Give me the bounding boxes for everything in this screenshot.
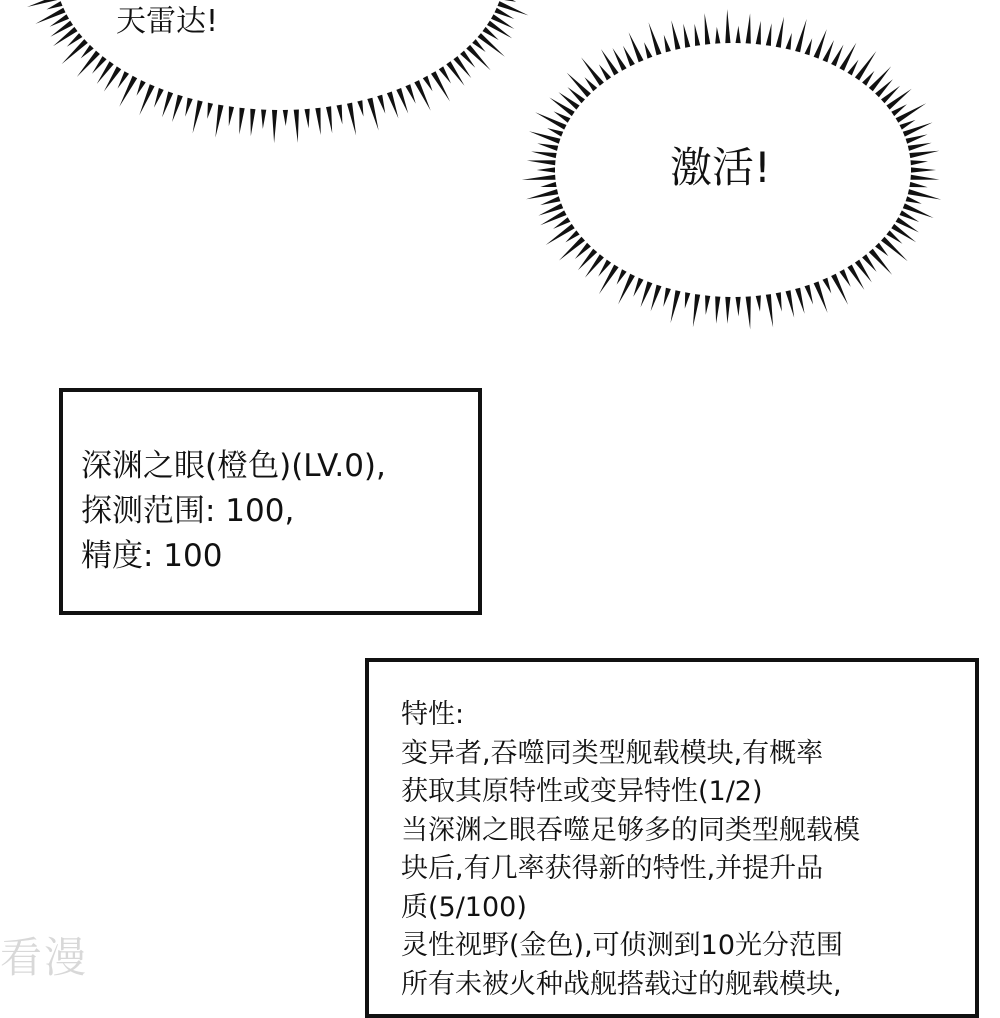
burst-spike — [272, 110, 277, 143]
burst-spike — [862, 71, 874, 86]
burst-spike — [776, 292, 782, 311]
traits-line: 特性: — [401, 699, 465, 730]
burst-spike — [814, 281, 828, 313]
burst-spike — [847, 60, 858, 76]
traits-line: 当深渊之眼吞噬足够多的同类型舰载模 — [401, 814, 860, 846]
burst-spike — [172, 95, 183, 122]
burst-spike — [766, 294, 773, 327]
traits-line: 块后,有几率获得新的特性,并提升品 — [401, 853, 824, 884]
burst-spike — [795, 19, 807, 52]
burst-spike — [911, 175, 940, 180]
watermark-logo: 看漫 — [0, 933, 89, 982]
burst-spike — [598, 260, 611, 277]
burst-spike — [547, 128, 563, 137]
burst-spike — [823, 40, 835, 62]
burst-spike — [776, 17, 784, 48]
burst-spike — [881, 237, 908, 262]
burst-spike — [900, 120, 916, 130]
burst-spike — [405, 84, 415, 103]
burst-spike — [908, 189, 941, 200]
burst-spike — [599, 265, 619, 295]
burst-spike — [649, 22, 662, 55]
burst-spike — [683, 24, 690, 48]
burst-spike — [715, 27, 720, 44]
burst-spike — [756, 295, 761, 311]
burst-spike — [715, 296, 720, 323]
item-info-box — [59, 388, 482, 615]
burst-spike — [736, 297, 741, 317]
burst-spike — [367, 98, 378, 131]
burst-spike — [531, 152, 557, 159]
burst-spike — [746, 13, 751, 43]
burst-spike — [193, 100, 203, 133]
burst-spike — [347, 103, 356, 136]
info-line: 探测范围: 100, — [81, 493, 295, 529]
burst-spike — [641, 281, 653, 307]
burst-spike — [886, 89, 911, 110]
burst-spike — [62, 39, 88, 64]
burst-spike — [875, 243, 888, 256]
burst-spike — [695, 24, 701, 46]
burst-spike — [585, 77, 598, 91]
burst-bubble-1-outline — [24, 0, 536, 143]
burst-spike — [357, 100, 363, 116]
traits-line: 获取其原特性或变异特性(1/2) — [401, 776, 763, 807]
burst-spike — [766, 23, 772, 46]
burst-spike — [855, 51, 877, 80]
burst-spike — [869, 66, 891, 91]
burst-spike — [613, 48, 627, 71]
burst-spike — [239, 108, 244, 135]
burst-spike — [118, 71, 130, 88]
burst-spike — [909, 182, 927, 187]
burst-spike — [207, 103, 213, 119]
burst-spike — [229, 106, 234, 126]
burst-spike — [487, 21, 512, 39]
burst-spike — [537, 167, 555, 172]
burst-spike — [500, 0, 516, 2]
burst-spike — [896, 103, 927, 123]
burst-spike — [909, 151, 939, 158]
burst-spike — [869, 249, 892, 275]
burst-spike — [906, 196, 922, 204]
burst-spike — [911, 160, 929, 165]
traits-line: 灵性视野(金色),可侦测到10光分范围 — [401, 930, 844, 961]
burst-spike — [377, 95, 385, 114]
burst-spike — [795, 288, 805, 314]
burst-spike — [736, 26, 741, 43]
traits-info-box — [365, 658, 979, 1018]
burst-spike — [527, 160, 556, 165]
burst-spike — [478, 33, 505, 57]
burst-spike — [139, 84, 154, 115]
burst-spike — [651, 285, 662, 312]
burst-spike — [185, 98, 193, 117]
burst-spike — [326, 106, 332, 133]
burst-spike — [439, 66, 451, 83]
burst-spike — [705, 295, 710, 315]
burst-spike — [567, 73, 591, 98]
burst-spike — [663, 288, 671, 307]
burst-spike — [540, 182, 556, 187]
burst-spike — [559, 237, 585, 261]
speech-bubble-2-text: 激活! — [670, 143, 771, 192]
burst-spike — [47, 1, 63, 9]
burst-spike — [305, 109, 310, 129]
burst-spike — [294, 110, 299, 143]
burst-spike — [685, 292, 691, 308]
info-line: 深渊之眼(橙色)(LV.0), — [81, 448, 386, 484]
burst-spike — [526, 189, 558, 199]
burst-spike — [693, 294, 700, 327]
burst-spike — [705, 13, 711, 44]
burst-spike — [908, 143, 932, 151]
burst-spike — [261, 110, 266, 129]
burst-spike — [805, 285, 814, 305]
burst-spike — [805, 38, 813, 55]
burst-spike — [906, 134, 928, 143]
burst-spike — [396, 88, 408, 114]
burst-spike — [215, 105, 223, 138]
info-line: 精度: 100 — [81, 538, 223, 574]
burst-spike — [786, 33, 792, 50]
burst-spike — [466, 45, 490, 70]
burst-spike — [633, 278, 643, 297]
burst-spike — [423, 76, 433, 91]
speech-bubble-1-text: 天雷达! — [116, 4, 219, 39]
burst-spike — [756, 21, 761, 45]
burst-spike — [546, 224, 575, 245]
burst-spike — [77, 51, 100, 77]
burst-spike — [623, 46, 635, 67]
burst-spike — [839, 269, 850, 287]
burst-spike — [522, 175, 556, 180]
burst-spike — [599, 64, 611, 80]
traits-line: 变异者,吞噬同类型舰载模块,有概率 — [401, 737, 824, 769]
burst-spike — [671, 290, 681, 323]
burst-spike — [283, 110, 288, 126]
burst-spike — [581, 57, 604, 85]
traits-line: 质(5/100) — [401, 891, 527, 923]
burst-spike — [537, 143, 558, 151]
burst-spike — [831, 45, 843, 67]
burst-spike — [786, 290, 795, 317]
burst-spike — [540, 196, 560, 205]
burst-spike — [617, 269, 627, 284]
burst-spike — [644, 42, 652, 58]
burst-spike — [162, 92, 173, 118]
burst-spike — [725, 9, 730, 43]
burst-spike — [725, 297, 730, 324]
burst-spike — [53, 27, 77, 46]
burst-spike — [814, 29, 827, 58]
burst-spike — [823, 278, 832, 294]
burst-spike — [746, 296, 751, 329]
burst-spike — [337, 105, 343, 125]
burst-spike — [154, 88, 164, 108]
traits-line: 所有未被火种战舰搭载过的舰载模块, — [401, 968, 842, 1000]
burst-spike — [671, 20, 680, 50]
burst-spike — [664, 35, 671, 53]
burst-spike — [315, 108, 320, 135]
burst-spike — [387, 92, 399, 119]
burst-spike — [250, 109, 255, 136]
burst-spike — [911, 167, 936, 172]
burst-spike — [137, 80, 146, 96]
